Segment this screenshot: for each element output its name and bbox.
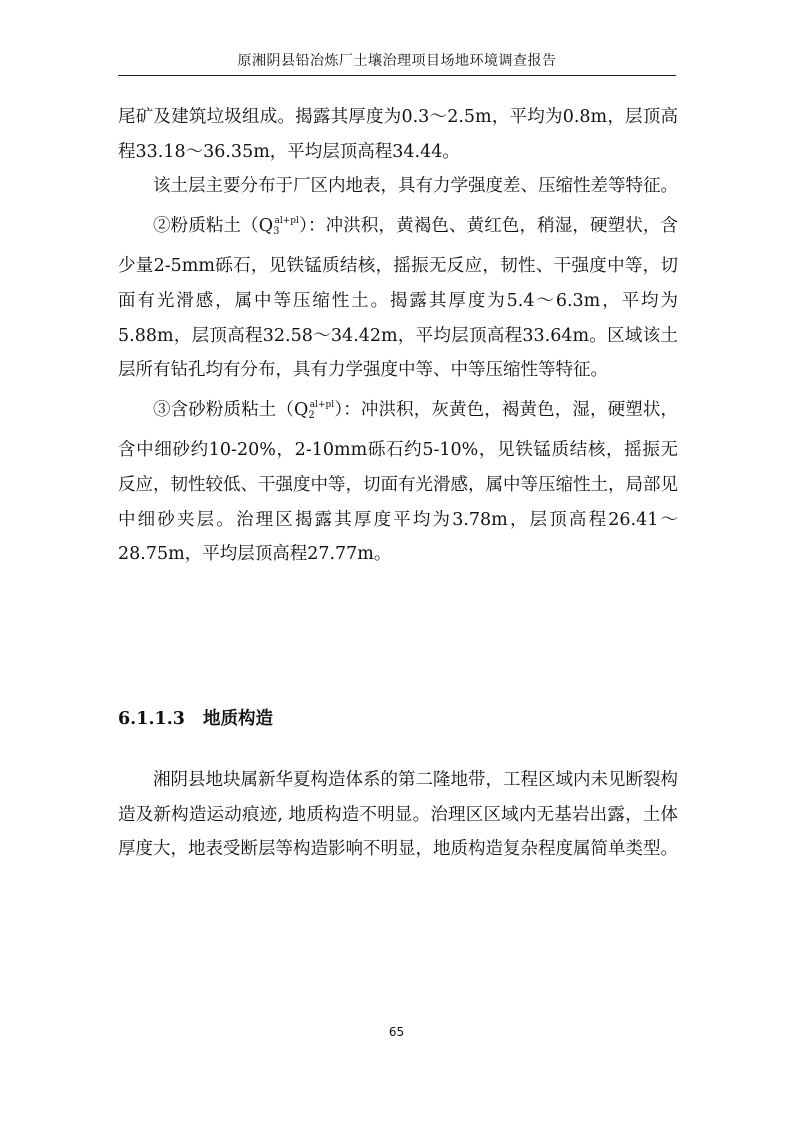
page-number: 65 [388, 1025, 405, 1039]
layer-3-superscript: al+pl [309, 399, 335, 410]
layer-2-superscript: al+pl [274, 215, 299, 226]
layer-2-text: ）：冲洪积，黄褐色、黄红色，稍湿，硬塑状，含少量2-5mm砾石，见铁锰质结核，摇振无反应，韧性、干强度中等，切面有光滑感，属中等压缩性土。揭露其厚度为5.4～6.3m，平均为5.88m，层顶高程32.58～34.42m，平均层顶高程33.64m。区域该土层所有钻孔均有分布，具有力学强度中等、中等压缩性等特征。 [118, 215, 678, 381]
section-title: 地质构造 [202, 709, 273, 729]
paragraph-fill-layer-summary: 该土层主要分布于厂区内地表，具有力学强度差、压缩性差等特征。 [153, 176, 678, 197]
layer-2-prefix: ②粉质粘土（Q [153, 215, 274, 236]
layer-2-subscript: 3 [273, 225, 280, 237]
section-heading [118, 706, 273, 732]
paragraph-fill-layer-continued: 尾矿及建筑垃圾组成。揭露其厚度为0.3～2.5m，平均为0.8m，层顶高程33.18～36.35m，平均层顶高程34.44。 [118, 107, 678, 162]
page-header: 原湘阴县铅冶炼厂土壤治理项目场地环境调查报告 [237, 53, 557, 69]
layer-3-subscript: 2 [308, 409, 315, 421]
section-number: 6.1.1.3 [118, 709, 185, 729]
header-divider [118, 75, 676, 76]
paragraph-geologic-structure: 湘阴县地块属新华夏构造体系的第二隆地带，工程区域内未见断裂构造及新构造运动痕迹, 地质构造不明显。治理区区域内无基岩出露，土体厚度大，地表受断层等构造影响不明显，地质构造复杂程度属简单类型。 [118, 770, 678, 860]
paragraph-layer-2 [118, 204, 678, 388]
layer-3-text: ）：冲洪积，灰黄色，褐黄色，湿，硬塑状，含中细砂约10-20%，2-10mm砾石约5-10%，见铁锰质结核，摇振无反应，韧性较低、干强度中等，切面有光滑感，属中等压缩性土，局部见中细砂夹层。治理区揭露其厚度平均为3.78m，层顶高程26.41～28.75m，平均层顶高程27.77m。 [118, 399, 678, 565]
body-text-lower [118, 763, 678, 867]
layer-3-prefix: ③含砂粉质粘土（Q [153, 399, 309, 420]
paragraph-layer-3 [118, 388, 678, 572]
body-text-upper [118, 100, 678, 572]
